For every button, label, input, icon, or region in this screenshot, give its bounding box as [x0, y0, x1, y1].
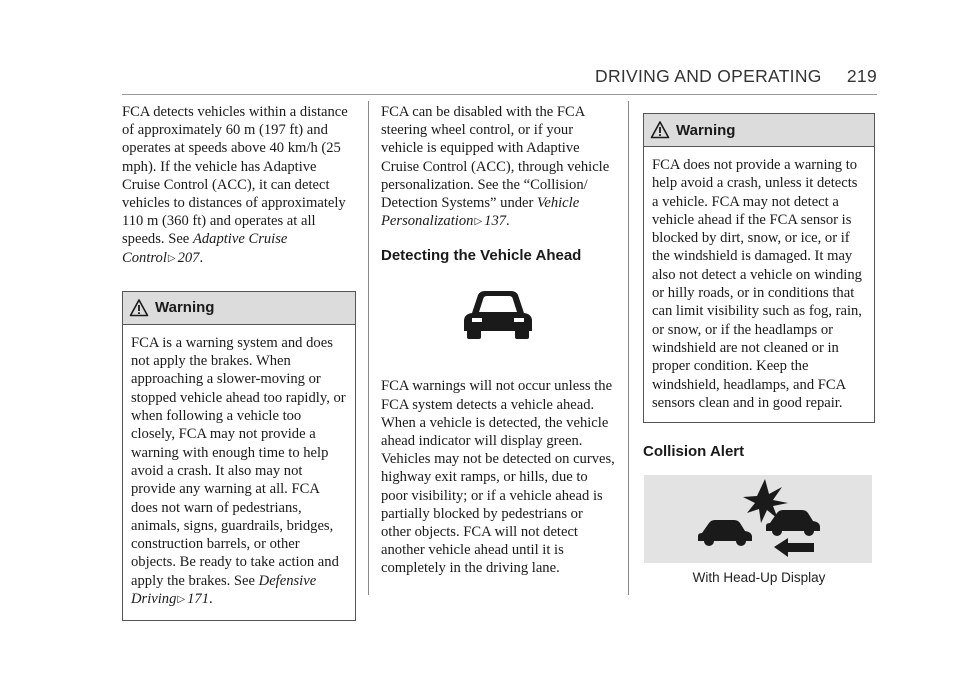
collision-alert-icon: [644, 475, 872, 563]
graphic-caption: With Head-Up Display: [692, 570, 826, 586]
column-divider-2: [628, 101, 629, 595]
page-reference-arrow-icon: ▷: [474, 216, 483, 228]
column-1: [122, 103, 356, 621]
xref-vehicle-personalization[interactable]: Vehicle Personalization: [381, 195, 580, 230]
section-heading: Detecting the Vehicle Ahead: [381, 247, 582, 265]
section-title: DRIVING AND OPERATING: [595, 66, 822, 86]
warning-box-brakes: [122, 291, 356, 621]
warning-title: Warning: [155, 299, 215, 317]
warning-triangle-icon: [129, 298, 149, 318]
warning-header: [123, 292, 355, 325]
vehicle-ahead-indicator: [381, 283, 615, 353]
warning-text: FCA is a warning system and does not apply the brakes. When approaching a slower-moving or stopped vehicle ahead too rapidly, or when following a vehicle too closely, FCA may not provide a warning with enough time to help avoid a crash. It also may not provide any warning at all. FCA does not warn of pedestrians, animals, signs, guardrails, bridges, construction barrels, or other objects. Be ready to take action and apply the brakes. See Defensive Driving▷ 171.: [131, 334, 346, 607]
page-number: 219: [846, 66, 877, 86]
column-3: [643, 113, 875, 585]
detection-paragraph: FCA warnings will not occur unless the FCA system detects a vehicle ahead. When a vehicle is detected, the vehicle ahead indicator will display green. Vehicles may not be detected on curves, highway exit ramps, or hills, due to poor visibility; or if a vehicle ahead is partially blocked by pedestrians or other objects. FCA will not detect another vehicle ahead until it is completely in the driving lane.: [381, 378, 615, 577]
xref-page-number[interactable]: 207: [177, 249, 200, 266]
warning-triangle-icon: [650, 120, 670, 140]
column-2: [381, 103, 615, 578]
warning-body: [644, 147, 874, 422]
subsection-heading: Collision Alert: [643, 443, 745, 461]
fca-range-paragraph: FCA detects vehicles within a distance of approximately 60 m (197 ft) and operates at speeds above 40 km/h (25 mph). If the vehicle has Adaptive Cruise Control (ACC), it can detect vehicles to distances of approximately 110 m (360 ft) and operates at all speeds. See Adaptive Cruise Control▷ 207.: [122, 104, 348, 266]
xref-page-number[interactable]: 137: [484, 213, 507, 230]
xref-defensive-driving[interactable]: Defensive Driving: [131, 572, 317, 607]
page-reference-arrow-icon: ▷: [167, 252, 176, 264]
xref-page-number[interactable]: 171: [187, 590, 209, 607]
vehicle-ahead-indicator-icon: [458, 283, 538, 343]
warning-body: [123, 325, 355, 620]
collision-alert-graphic: [644, 475, 872, 563]
xref-adaptive-cruise-control[interactable]: Adaptive Cruise Control: [122, 231, 288, 266]
header-divider: [122, 94, 877, 95]
warning-box-detection: [643, 113, 875, 423]
warning-title: Warning: [676, 121, 736, 139]
warning-header: [644, 114, 874, 147]
column-divider-1: [368, 101, 369, 595]
fca-disable-paragraph: FCA can be disabled with the FCA steering wheel control, or if your vehicle is equipped with Adaptive Cruise Control (ACC), through vehicle personalization. See the “Collision/ Detection Systems” under Vehicle Personalization▷ 137.: [381, 104, 610, 230]
page-reference-arrow-icon: ▷: [177, 593, 186, 605]
warning-text: FCA does not provide a warning to help avoid a crash, unless it detects a vehicle. FCA may not detect a vehicle ahead if the FCA sensor is blocked by dirt, snow, or ice, or if the windshield is damaged. It may also not detect a vehicle on winding or hilly roads, or in conditions that can limit visibility such as fog, rain, or snow, or if the headlamps or windshield are not cleaned or in proper condition. Keep the windshield, headlamps, and FCA sensors clean and in good repair.: [652, 157, 862, 411]
